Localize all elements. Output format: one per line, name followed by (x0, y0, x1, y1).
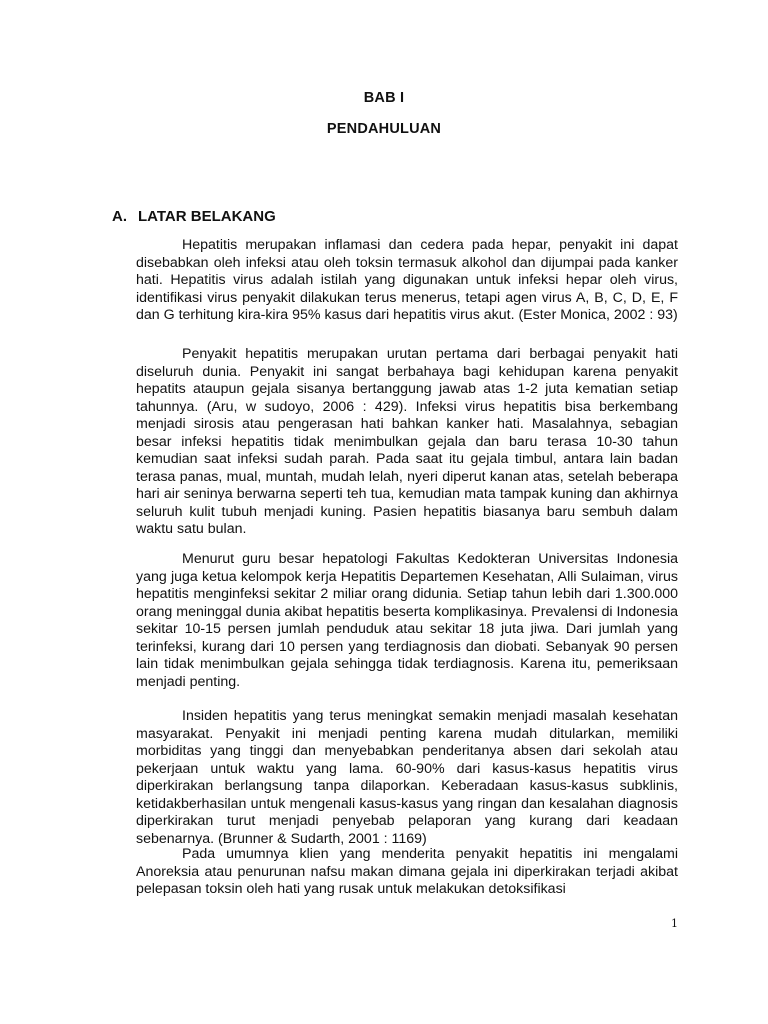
chapter-title: PENDAHULUAN (326, 121, 442, 137)
paragraph-5: Pada umumnya klien yang menderita penyakit hepatitis ini mengalami Anoreksia atau penurunan nafsu makan dimana gejala ini diperkirakan terjadi akibat pelepasan toksin oleh hati yang rusak untuk melakukan detoksifikasi (136, 846, 678, 897)
paragraph-3: Menurut guru besar hepatologi Fakultas Kedokteran Universitas Indonesia yang juga ketua kelompok kerja Hepatitis Departemen Kesehatan, Alli Sulaiman, virus hepatitis menginfeksi sekitar 2 miliar orang didunia. Setiap tahun lebih dari 1.300.000 orang meninggal dunia akibat hepatitis beserta komplikasinya. Prevalensi di Indonesia sekitar 10-15 persen jumlah penduduk atau sekitar 18 juta jiwa. Dari jumlah yang terinfeksi, kurang dari 10 persen yang terdiagnosis dan diobati. Sebanyak 90 persen lain tidak menimbulkan gejala sehingga tidak terdiagnosis. Karena itu, pemeriksaan menjadi penting. (136, 551, 678, 690)
section-title: LATAR BELAKANG (138, 208, 276, 225)
section-heading (112, 208, 276, 225)
paragraph-4: Insiden hepatitis yang terus meningkat semakin menjadi masalah kesehatan masyarakat. Penyakit ini menjadi penting karena mudah ditularkan, memiliki morbiditas yang tinggi dan menyebabkan penderitanya absen dari sekolah atau pekerjaan untuk waktu yang lama. 60-90% dari kasus-kasus hepatitis virus diperkirakan berlangsung tanpa dilaporkan. Keberadaan kasus-kasus subklinis, ketidakberhasilan untuk mengenali kasus-kasus yang ringan dan kesalahan diagnosis diperkirakan turut menjadi penyebab pelaporan yang kurang dari keadaan sebenarnya. (Brunner & Sudarth, 2001 : 1169) (136, 708, 678, 847)
paragraph-2: Penyakit hepatitis merupakan urutan pertama dari berbagai penyakit hati diseluruh dunia. Penyakit ini sangat berbahaya bagi kehidupan karena penyakit hepatits ataupun gejala sisanya bertanggung jawab atas 1-2 juta kematian setiap tahunnya. (Aru, w sudoyo, 2006 : 429). Infeksi virus hepatitis bisa berkembang menjadi sirosis atau pengerasan hati bahkan kanker hati. Masalahnya, sebagian besar infeksi hepatitis tidak menimbulkan gejala dan baru terasa 10-30 tahun kemudian saat infeksi sudah parah. Pada saat itu gejala timbul, antara lain badan terasa panas, mual, muntah, mudah lelah, nyeri diperut kanan atas, setelah beberapa hari air seninya berwarna seperti teh tua, kemudian mata tampak kuning dan akhirnya seluruh kulit tubuh menjadi kuning. Pasien hepatitis biasanya baru sembuh dalam waktu satu bulan. (136, 346, 678, 537)
page-number: 1 (671, 917, 678, 930)
chapter-heading: BAB I (363, 90, 405, 106)
section-letter: A. (112, 208, 127, 225)
paragraph-1: Hepatitis merupakan inflamasi dan cedera pada hepar, penyakit ini dapat disebabkan oleh infeksi atau oleh toksin termasuk alkohol dan dijumpai pada kanker hati. Hepatitis virus adalah istilah yang digunakan untuk infeksi hepar oleh virus, identifikasi virus penyakit dilakukan terus menerus, tetapi agen virus A, B, C, D, E, F dan G terhitung kira-kira 95% kasus dari hepatitis virus akut. (Ester Monica, 2002 : 93) (136, 237, 678, 323)
